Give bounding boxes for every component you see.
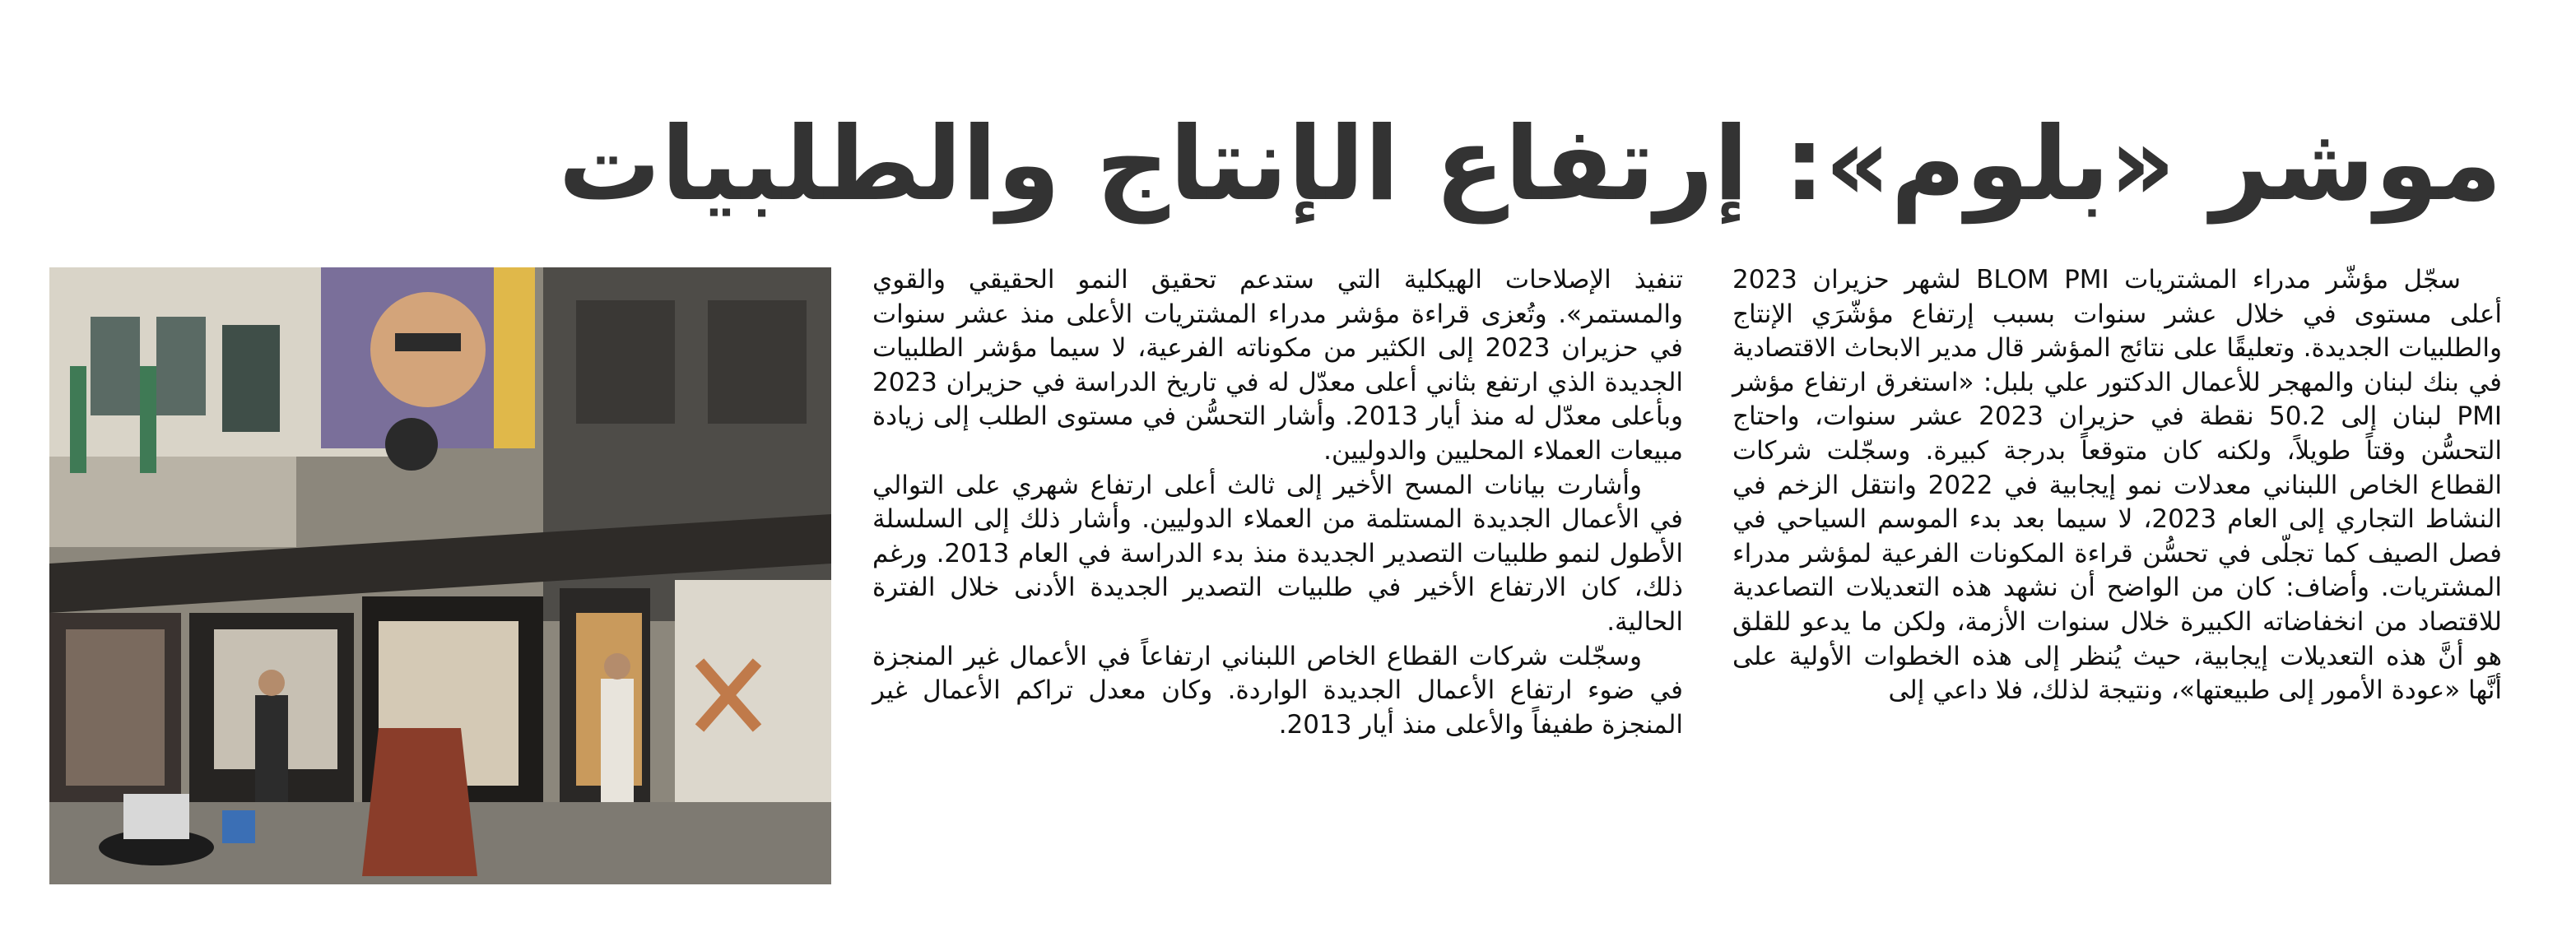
paragraph: وسجّلت شركات القطاع الخاص اللبناني ارتفاعاً في الأعمال غير المنجزة في ضوء ارتفاع الأعمال الجديدة الواردة. وكان معدل تراكم الأعمال غير المنجزة طفيفاً والأعلى منذ أيار 2013. [872, 641, 1683, 740]
street-shops-photo [49, 267, 831, 884]
article-column-middle [872, 263, 1683, 742]
article-headline: موشر «بلوم»: إرتفاع الإنتاج والطلبيات [558, 105, 2502, 224]
article-column-right [1732, 263, 2502, 708]
paragraph: تنفيذ الإصلاحات الهيكلية التي ستدعم تحقيق النمو الحقيقي والقوي والمستمر». وتُعزى قراءة مؤشر مدراء المشتريات الأعلى منذ عشر سنوات في حزيران 2023 إلى الكثير من مكوناته الفرعية، لا سيما مؤشر الطلبيات الجديدة الذي ارتفع بثاني أعلى معدّل له في تاريخ الدراسة في حزيران 2023 وبأعلى معدّل له منذ أيار 2013. وأشار التحسُّن في مستوى الطلب إلى زيادة مبيعات العملاء المحليين والدوليين. [872, 265, 1684, 466]
paragraph: سجّل مؤشّر مدراء المشتريات BLOM PMI لشهر حزيران 2023 أعلى مستوى في خلال عشر سنوات بسبب إرتفاع مؤشّرَي الإنتاج والطلبيات الجديدة. وتعليقًا على نتائج المؤشر قال مدير الابحاث الاقتصادية في بنك لبنان والمهجر للأعمال الدكتور علي بلبل: «استغرق ارتفاع مؤشر PMI لبنان إلى 50.2 نقطة في حزيران 2023 عشر سنوات، واحتاج التحسُّن وقتاً طويلاً، ولكنه كان متوقعاً بدرجة كبيرة. وسجّلت شركات القطاع الخاص اللبناني معدلات نمو إيجابية في 2022 وانتقل الزخم في النشاط التجاري إلى العام 2023، لا سيما بعد بدء الموسم السياحي في فصل الصيف كما تجلّى في تحسُّن قراءة المكونات الفرعية لمؤشر مدراء المشتريات. وأضاف: كان من الواضح أن نشهد هذه التعديلات التصاعدية للاقتصاد من انخفاضاته الكبيرة خلال سنوات الأزمة، ولكن ما يدعو للقلق هو أنَّ هذه التعديلات إيجابية، حيث يُنظر إلى هذه الخطوات الأولية على أنَّها «عودة الأمور إلى طبيعتها»، ونتيجة لذلك، فلا داعي إلى [1732, 265, 2503, 706]
paragraph: وأشارت بيانات المسح الأخير إلى ثالث أعلى ارتفاع شهري على التوالي في الأعمال الجديدة المستلمة من العملاء الدوليين. وأشار ذلك إلى السلسلة الأطول لنمو طلبيات التصدير الجديدة منذ بدء الدراسة في العام 2013. ورغم ذلك، كان الارتفاع الأخير في طلبيات التصدير الجديدة الأدنى خلال الفترة الحالية. [872, 470, 1683, 637]
